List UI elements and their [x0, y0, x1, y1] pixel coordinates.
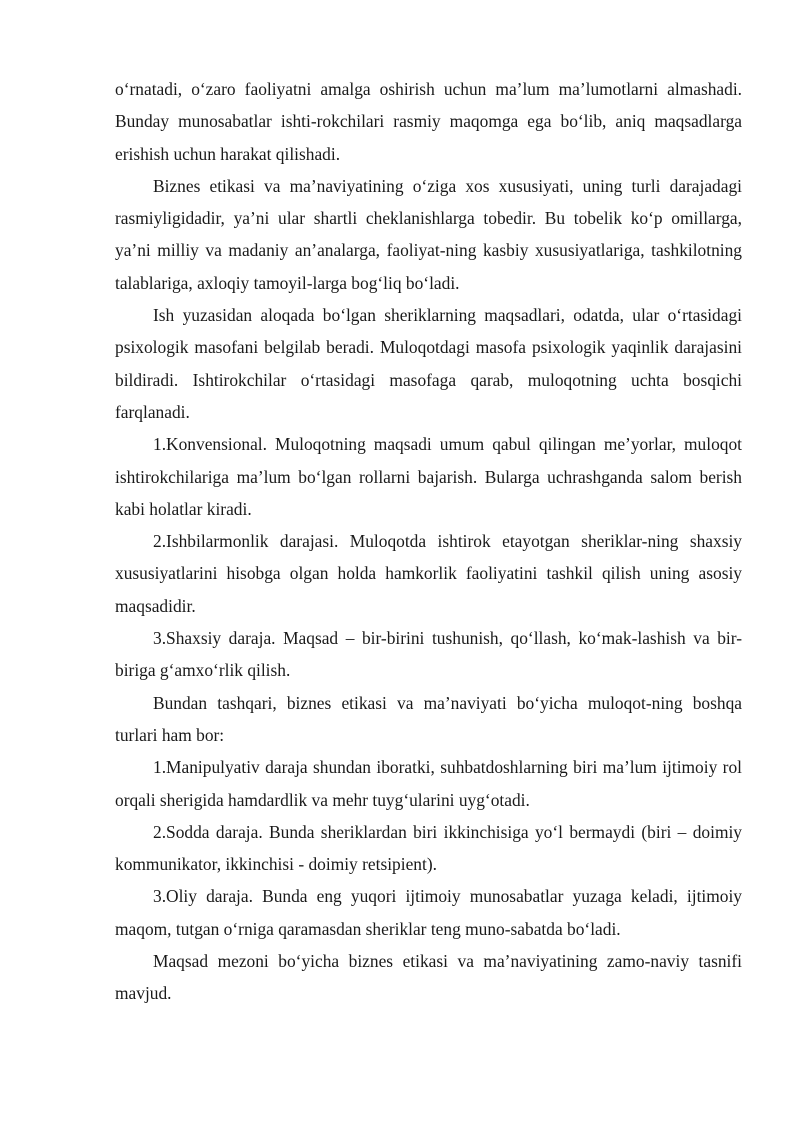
list-item-conventional: 1.Konvensional. Muloqotning maqsadi umum qabul qilingan me’yorlar, muloqot ishtirokchilariga ma’lum bo‘lgan rollarni bajarish. Bularga uchrashganda salom berish kabi holatlar kiradi.	[115, 434, 742, 519]
body-text	[115, 73, 742, 1010]
list-item-highest-level: 3.Oliy daraja. Bunda eng yuqori ijtimoiy munosabatlar yuzaga keladi, ijtimoiy maqom, tutgan o‘rniga qaramasdan sheriklar teng muno-sabatda bo‘ladi.	[115, 886, 742, 939]
paragraph-classification: Maqsad mezoni bo‘yicha biznes etikasi va ma’naviyatining zamo-naviy tasnifi mavjud.	[115, 951, 742, 1004]
list-item-personal-level: 3.Shaxsiy daraja. Maqsad – bir-birini tushunish, qo‘llash, ko‘mak-lashish va bir-biriga g‘amxo‘rlik qilish.	[115, 628, 742, 681]
paragraph-psychological-distance: Ish yuzasidan aloqada bo‘lgan sheriklarning maqsadlari, odatda, ular o‘rtasidagi psixologik masofani belgilab beradi. Muloqotdagi masofa psixologik yaqinlik darajasini bildiradi. Ishtirokchilar o‘rtasidagi masofaga qarab, muloqotning uchta bosqichi farqlanadi.	[115, 305, 742, 422]
list-item-simple-level: 2.Sodda daraja. Bunda sheriklardan biri ikkinchisiga yo‘l bermaydi (biri – doimiy kommunikator, ikkinchisi - doimiy retsipient).	[115, 821, 742, 875]
list-item-business-level: 2.Ishbilarmonlik darajasi. Muloqotda ishtirok etayotgan sheriklar-ning shaxsiy xususiyatlarini hisobga olgan holda hamkorlik faoliyatini tashkil qilish uning asosiy maqsadidir.	[115, 531, 742, 616]
paragraph-business-ethics-feature: Biznes etikasi va ma’naviyatining o‘ziga xos xususiyati, uning turli darajadagi rasmiyligidadir, ya’ni ular shartli cheklanishlarga tobedir. Bu tobelik ko‘p omillarga, ya’ni milliy va madaniy an’analarga, faoliyat-ning kasbiy xususiyatlariga, tashkilotning talablariga, axloqiy tamoyil-larga bog‘liq bo‘ladi.	[115, 175, 742, 293]
paragraph-continuation: o‘rnatadi, o‘zaro faoliyatni amalga oshirish uchun ma’lum ma’lumotlarni almashadi. Bunday munosabatlar ishti-rokchilari rasmiy maqomga ega bo‘lib, aniq maqsadlarga erishish uchun harakat qilishadi.	[115, 79, 742, 164]
paragraph-other-types: Bundan tashqari, biznes etikasi va ma’naviyati bo‘yicha muloqot-ning boshqa turlari ham bor:	[115, 692, 742, 745]
list-item-manipulative-level: 1.Manipulyativ daraja shundan iboratki, suhbatdoshlarning biri ma’lum ijtimoiy rol orqali sherigida hamdardlik va mehr tuyg‘ularini uyg‘otadi.	[115, 757, 742, 810]
